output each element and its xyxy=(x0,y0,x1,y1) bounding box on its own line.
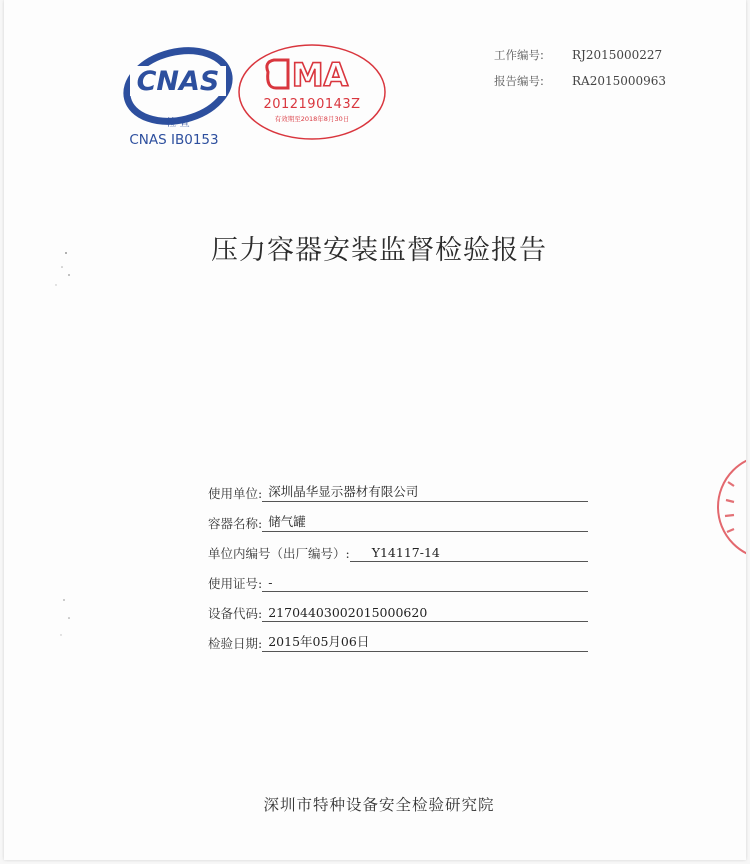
field-internal-number xyxy=(208,532,588,562)
field-label: 单位内编号（出厂编号）: xyxy=(208,546,350,561)
field-label: 使用证号: xyxy=(208,576,263,591)
issuing-institution: 深圳市特种设备安全检验研究院 xyxy=(263,796,495,814)
field-label: 使用单位: xyxy=(208,486,263,501)
partial-seal-stamp xyxy=(710,452,746,562)
cnas-sub-text: 检 查 xyxy=(166,118,190,129)
cma-logo-text: MA xyxy=(291,56,349,94)
field-value: 21704403002015000620 xyxy=(262,605,588,622)
report-number-label: 报告编号: xyxy=(494,74,544,88)
field-value: Y14117-14 xyxy=(350,545,588,562)
cnas-logo xyxy=(116,38,241,153)
scan-specks-left-lower xyxy=(49,590,79,650)
cma-number: 2012190143Z xyxy=(263,97,361,112)
field-label: 设备代码: xyxy=(208,606,263,621)
work-number-value: RJ2015000227 xyxy=(572,48,663,62)
cnas-code: CNAS IB0153 xyxy=(129,132,219,148)
scan-specks-left xyxy=(44,245,74,295)
reference-numbers xyxy=(494,42,666,94)
field-equipment-code xyxy=(208,592,588,622)
seal-glyph-fragments xyxy=(725,482,734,532)
field-vessel-name xyxy=(208,502,588,532)
field-user-unit xyxy=(208,472,588,502)
report-number-value: RA2015000963 xyxy=(572,74,667,88)
work-number-label: 工作编号: xyxy=(494,48,544,62)
report-title: 压力容器安装监督检验报告 xyxy=(211,235,547,266)
field-value: 2015年05月06日 xyxy=(262,632,588,652)
field-label: 检验日期: xyxy=(208,636,263,651)
work-number-row xyxy=(494,42,666,68)
report-number-row xyxy=(494,68,666,94)
field-value: 深圳晶华显示器材有限公司 xyxy=(262,482,588,502)
cma-validity: 有效期至2018年8月30日 xyxy=(274,115,350,123)
cnas-logo-text: CNAS xyxy=(136,66,220,97)
field-inspection-date xyxy=(208,622,588,652)
cma-stamp xyxy=(236,42,388,142)
field-label: 容器名称: xyxy=(208,516,263,531)
field-certificate-number xyxy=(208,562,588,592)
field-value: - xyxy=(262,575,588,592)
report-cover-page xyxy=(4,0,746,860)
seal-ring xyxy=(718,455,746,559)
report-fields xyxy=(208,472,588,652)
field-value: 储气罐 xyxy=(262,512,588,532)
cma-c-glyph xyxy=(267,60,288,88)
